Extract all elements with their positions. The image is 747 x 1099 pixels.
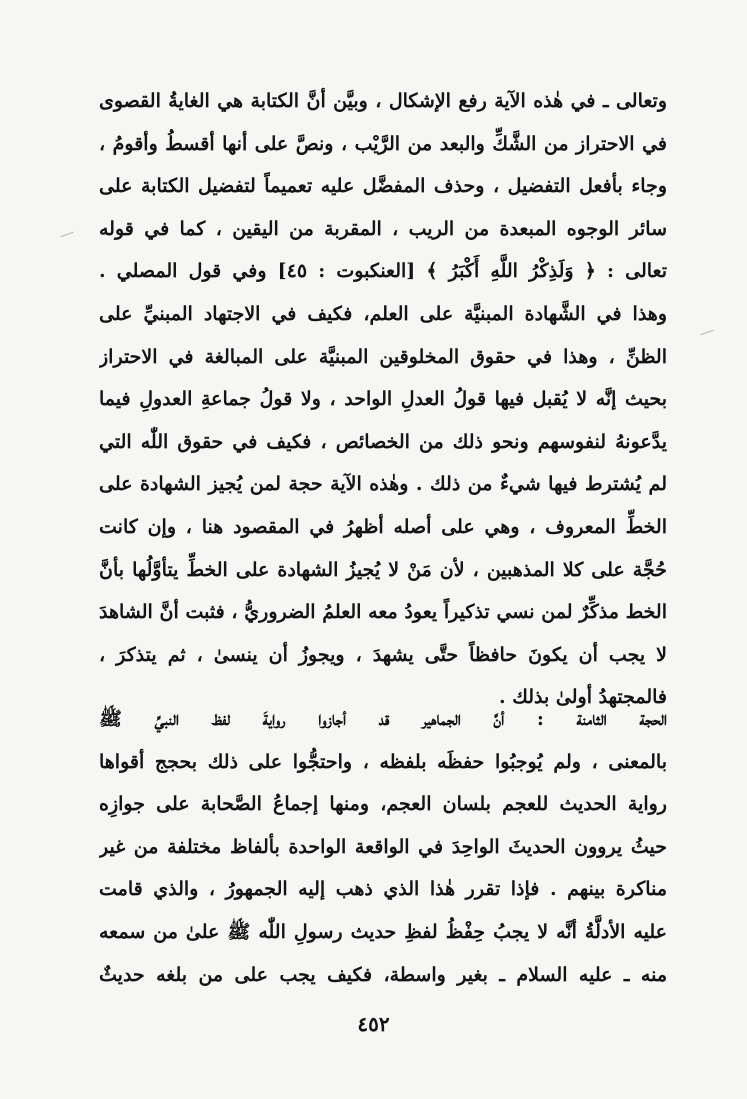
- text-line: عليه الأدلَّةُ أنَّه لا يجبُ حِفْظُ لفظِ حديث رسولِ اللّٰه ﷺ علىٰ من سمعه: [99, 920, 667, 943]
- text-line: رواية الحديث للعجم بلسان العجم، ومنها إجماعُ الصَّحابة على جوازِه: [99, 793, 667, 816]
- text-line: في الاحتراز من الشَّكِّ والبعد من الرَّيْب ، ونصَّ على أنها أقسطُ وأقومُ ،: [99, 132, 667, 155]
- paragraph-1: [99, 80, 667, 719]
- page-number: ٤٥٢: [357, 1012, 390, 1036]
- text-line: وتعالى ـ في هٰذه الآية رفع الإشكال ، وبيَّن أنَّ الكتابة هي الغايةُ القصوى: [99, 90, 667, 112]
- text-line: مناكرة بينهم . فإذا تقرر هٰذا الذي ذهب إليه الجمهورُ ، والذي قامت: [99, 878, 667, 901]
- text-line: وجاء بأفعل التفضيل ، وحذف المفضَّل عليه تعميماً لتفضيل الكتابة على: [99, 175, 667, 198]
- text-line: بالمعنى ، ولم يُوجبُوا حفظَه بلفظه ، واحتجُّوا على ذلك بحجج أقواها: [99, 750, 667, 773]
- text-line: حُجَّة على كلا المذهبين ، لأن مَنْ لا يُجيزُ الشهادة على الخطِّ يتأوَّلُها بأنَّ: [99, 558, 667, 581]
- text-line: لم يُشترط فيها شيءٌ من ذلك . وهٰذه الآية حجة لمن يُجيز الشهادة على: [99, 473, 667, 496]
- text-line: الظنِّ ، وهذا في حقوق المخلوقين المبنيَّة على المبالغة في الاحتراز: [99, 345, 667, 368]
- text-line: فالمجتهدُ أولىٰ بذلك .: [499, 686, 667, 709]
- text-line: الخطِّ المعروف ، وهي على أصله أظهرُ في المقصود هنا ، وإن كانت: [99, 515, 667, 538]
- text-line: يدَّعونهُ لنفوسهم ونحو ذلك من الخصائص ، فكيف في حقوق اللّٰه التي: [99, 430, 667, 453]
- text-line: سائر الوجوه المبعدة من الريب ، المقربة من اليقين ، كما في قوله: [99, 217, 667, 240]
- text-line: منه ـ عليه السلام ـ بغير واسطة، فكيف يجب على من بلغه حديثٌ: [99, 963, 667, 986]
- margin-scan-mark: [60, 232, 73, 238]
- text-line: لا يجب أن يكونَ حافظاً حتَّى يشهدَ ، ويجوزُ أن ينسىٰ ، ثم يتذكرَ ،: [99, 643, 667, 666]
- text-line: حيثُ يروون الحديثَ الواحِدَ في الواقعة الواحدة بألفاظ مختلفة من غير: [99, 835, 667, 858]
- text-line: تعالى : ﴿ وَلَذِكْرُ اللَّهِ أَكْبَرُ ﴾ [العنكبوت : ٤٥] وفي قول المصلي .: [99, 260, 667, 283]
- text-line: وهذا في الشَّهادة المبنيَّة على العلم، فكيف في الاجتهاد المبنيِّ على: [99, 302, 667, 325]
- text-line: الخط مذكِّرٌ لمن نسي تذكيراً يعودُ معه العلمُ الضروريُّ ، فثبت أنَّ الشاهدَ: [99, 601, 667, 624]
- paragraph-2: [99, 698, 667, 996]
- text-line: بحيث إنَّه لا يُقبل فيها قولُ العدلِ الواحد ، ولا قولُ جماعةِ العدولِ فيما: [99, 388, 667, 411]
- text-line-heading: الحجة الثامنة : أنَّ الجماهير قد أجازوا روايةَ لفظ النبيِّ ﷺ: [99, 708, 667, 730]
- margin-scan-mark: [700, 330, 713, 336]
